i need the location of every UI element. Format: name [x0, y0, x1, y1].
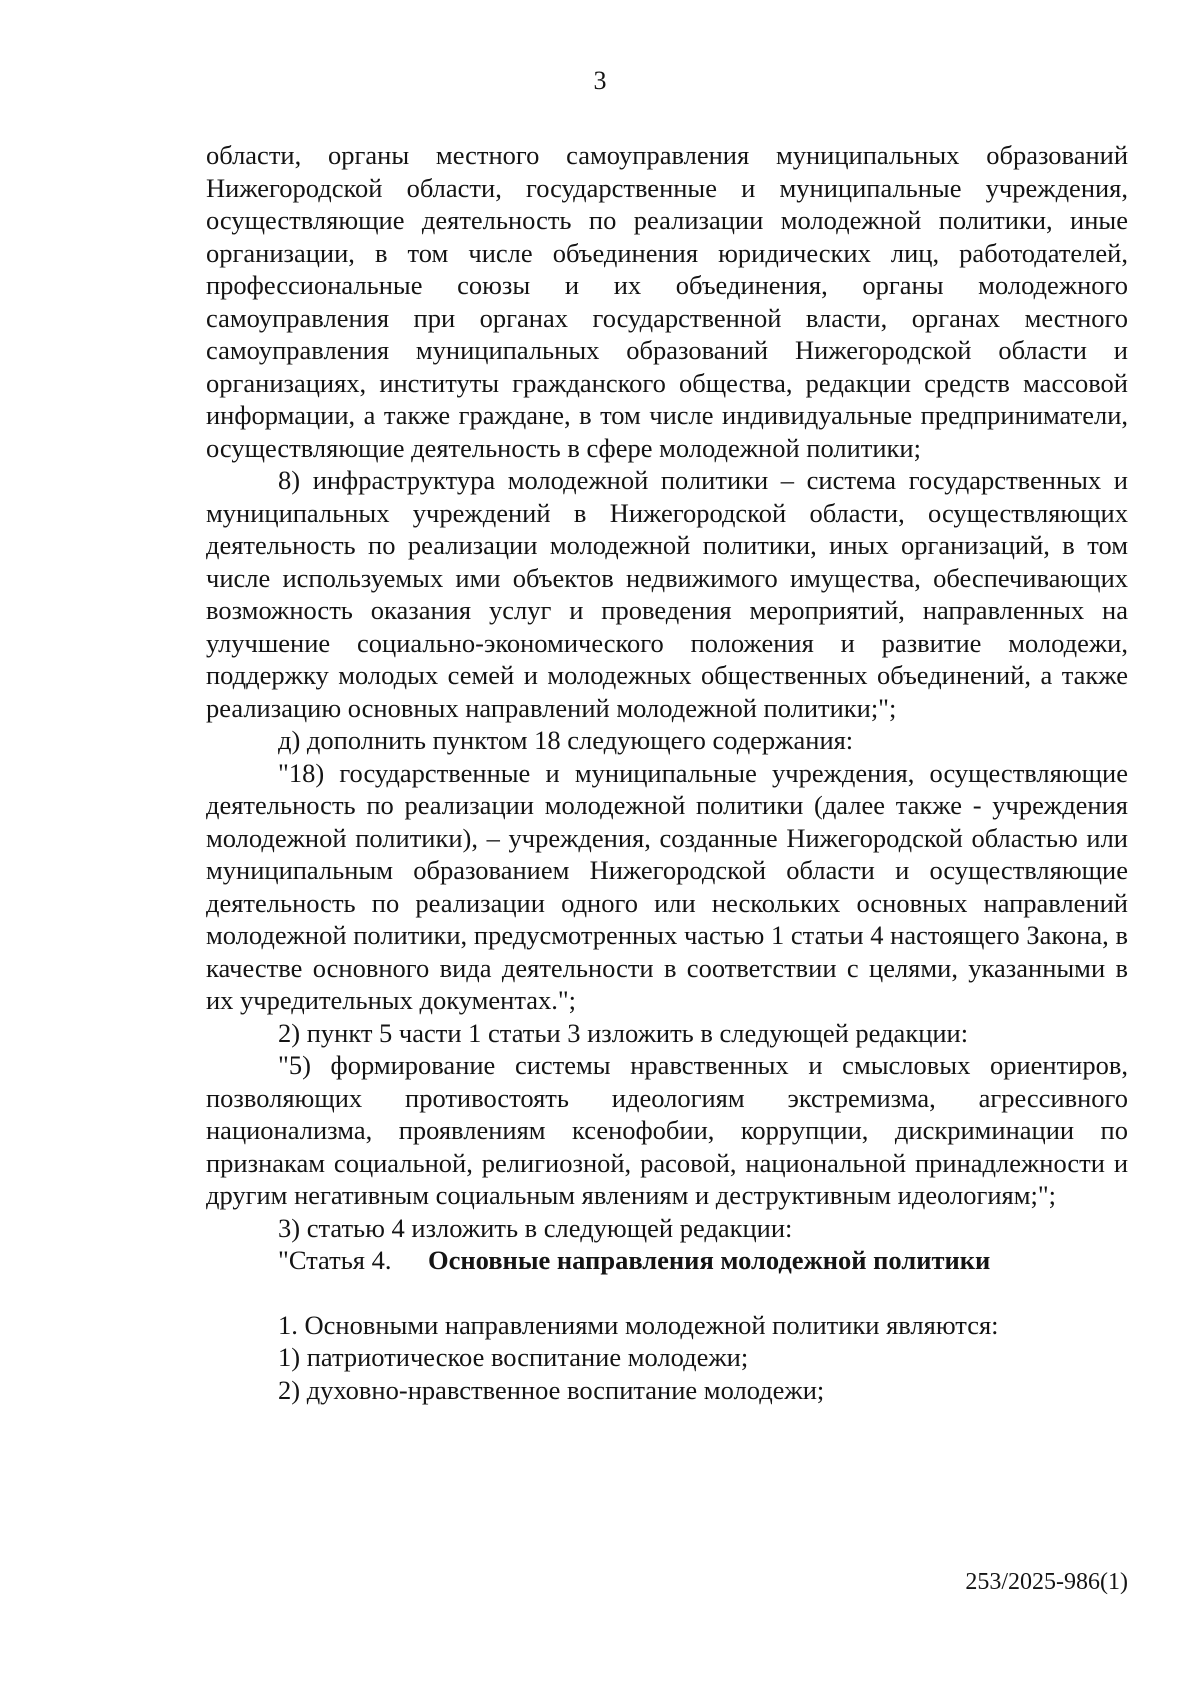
article-item: 1. Основными направлениями молодежной политики являются:	[278, 1309, 999, 1340]
page-number: 3	[593, 66, 607, 95]
paragraph-item-5-values: "5) формирование системы нравственных и смысловых ориентиров, позволяющих противостоять идеологиям экстремизма, агрессивного национализма, проявлениям ксенофобии, коррупции, дискриминации по признакам социальной, религиозной, расовой, национальной принадлежности и другим негативным социальным явлениям и деструктивным идеологиям;";	[206, 1050, 1128, 1210]
article-heading	[206, 1244, 1128, 1277]
document-body	[206, 139, 1128, 1406]
paragraph-item-3: 3) статью 4 изложить в следующей редакции:	[278, 1212, 793, 1243]
article-number: "Статья 4.	[278, 1245, 392, 1275]
article-title: Основные направления молодежной политики	[428, 1245, 991, 1275]
article-item: 1) патриотическое воспитание молодежи;	[278, 1342, 749, 1372]
paragraph-item-d: д) дополнить пунктом 18 следующего содержания:	[278, 725, 854, 755]
spacer	[206, 1277, 1128, 1309]
paragraph-participants: области, органы местного самоуправления муниципальных образований Нижегородской области, государственные и муниципальные учреждения, осуществляющие деятельность по реализации молодежной политики, иные организации, в том числе объединения юридических лиц, работодателей, профессиональные союзы и их объединения, органы молодежного самоуправления при органах государственной власти, органах местного самоуправления муниципальных образований Нижегородской области и организациях, институты гражданского общества, редакции средств массовой информации, а также граждане, в том числе индивидуальные предприниматели, осуществляющие деятельность в сфере молодежной политики;	[206, 140, 1128, 463]
paragraph-item-2: 2) пункт 5 части 1 статьи 3 изложить в следующей редакции:	[278, 1017, 969, 1048]
paragraph-item-18-institutions: "18) государственные и муниципальные учреждения, осуществляющие деятельность по реализации молодежной политики (далее также - учреждения молодежной политики), – учреждения, созданные Нижегородской областью или муниципальным образованием Нижегородской области и осуществляющие деятельность по реализации одного или нескольких основных направлений молодежной политики, предусмотренных частью 1 статьи 4 настоящего Закона, в качестве основного вида деятельности в соответствии с целями, указанными в их учредительных документах.";	[206, 757, 1128, 1015]
paragraph-item-8-infrastructure: 8) инфраструктура молодежной политики – система государственных и муниципальных учреждений в Нижегородской области, осуществляющих деятельность по реализации молодежной политики, иных организаций, в том числе используемых ими объектов недвижимого имущества, обеспечивающих возможность оказания услуг и проведения мероприятий, направленных на улучшение социально-экономического положения и развитие молодежи, поддержку молодых семей и молодежных общественных объединений, а также реализацию основных направлений молодежной политики;";	[206, 465, 1128, 723]
document-registration-code: 253/2025-986(1)	[965, 1569, 1128, 1595]
article-item: 2) духовно-нравственное воспитание молодежи;	[278, 1374, 825, 1405]
